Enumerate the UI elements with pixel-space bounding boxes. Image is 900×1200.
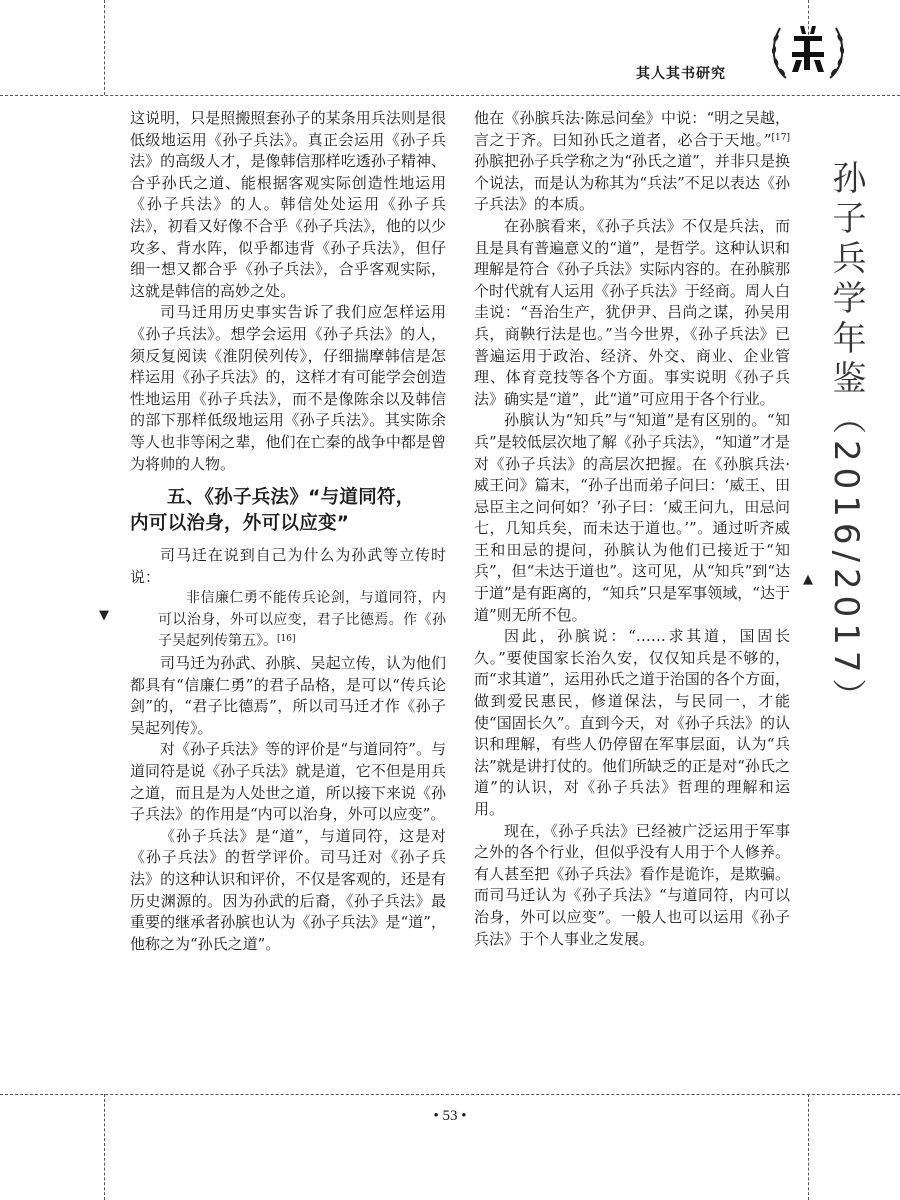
paragraph <box>474 108 790 216</box>
section-heading-line-2: 内可以治身，外可以应变” <box>130 513 350 535</box>
footnote-ref: [16] <box>277 634 296 645</box>
text-column-left <box>130 108 446 955</box>
paragraph: 《孙子兵法》是“道”，与道同符，这是对《孙子兵法》的哲学评价。司马迁对《孙子兵法》的这种认识和评价，不仅是客观的，还是有历史渊源的。因为孙武的后裔，《孙子兵法》最重要的继承者孙膑也认为《孙子兵法》是“道”，他称之为“孙氏之道”。 <box>130 826 446 953</box>
paragraph: 在孙膑看来，《孙子兵法》不仅是兵法，而且是具有普遍意义的“道”，是哲学。这种认识和理解是符合《孙子兵法》实际内容的。在孙膑那个时代就有人运用《孙子兵法》于经商。周人白圭说：“吾治生产，犹伊尹、吕尚之谋，孙吴用兵，商鞅行法是也。”当今世界，《孙子兵法》已普遍运用于政治、经济、外交、商业、企业管理、体育竞技等各个方面。事实说明《孙子兵法》确实是“道”，此“道”可应用于各个行业。 <box>474 216 790 408</box>
yearbook-vertical-title: 孙子兵学年鉴（2016/2017） <box>826 160 866 719</box>
block-quote <box>130 588 446 653</box>
paragraph: 因此，孙膑说：“……求其道，国固长久。”要使国家长治久安，仅仅知兵是不够的，而“求其道”，运用孙氏之道于治国的各个方面，做到爱民惠民，修道保法，与民同一，才能使“国固长久”。直到今天，对《孙子兵法》的认识和理解，有些人仍停留在军事层面，认为“兵法”就是讲打仗的。他们所缺乏的正是对“孙氏之道”的认识，对《孙子兵法》哲理的理解和运用。 <box>474 627 790 818</box>
left-margin-arrow: ▼ <box>99 608 109 623</box>
bottom-dashed-rule <box>0 1094 900 1095</box>
paragraph: 司马迁在说到自己为什么为孙武等立传时说： <box>130 546 446 586</box>
running-header-title: 其人其书研究 <box>636 66 726 82</box>
left-dashed-guide-top <box>104 0 105 95</box>
paragraph: 孙膑认为“知兵”与“知道”是有区别的。“知兵”是较低层次地了解《孙子兵法》，“知道”才是对《孙子兵法》的高层次把握。在《孙膑兵法·威王问》篇末，“孙子出而弟子问曰：‘威王、田忌臣主之问何如？’孙子曰：‘威王问九，田忌问七，几知兵矣，而未达于道也。’”。通过听齐威王和田忌的提问，孙膑认为他们已接近于“知兵”，但“未达于道也”。这可见，从“知兵”到“达于道”是有距离的，“知兵”只是军事领域，“达于道”则无所不包。 <box>474 411 791 624</box>
paragraph: 司马迁为孙武、孙膑、吴起立传，认为他们都具有“信廉仁勇”的君子品格，是可以“传兵论剑”的，“君子比德焉”，所以司马迁才作《孙子吴起列传》。 <box>130 654 446 737</box>
paragraph: 司马迁用历史事实告诉了我们应怎样运用《孙子兵法》。想学会运用《孙子兵法》的人，须反复阅读《淮阴侯列传》，仔细揣摩韩信是怎样运用《孙子兵法》的，这样才有可能学会创造性地运用《孙子兵法》，而不是像陈余以及韩信的部下那样低级地运用《孙子兵法》。其实陈余等人也非等闲之辈，他们在亡秦的战争中都是曾为将帅的人物。 <box>130 303 446 473</box>
page-number: • 53 • <box>433 1108 467 1124</box>
paragraph: 现在，《孙子兵法》已经被广泛运用于军事之外的各个行业，但似乎没有人用于个人修养。有人甚至把《孙子兵法》看作是诡诈，是欺骗。而司马迁认为《孙子兵法》“与道同符，内可以治身，外可以应变”。一般人也可以运用《孙子兵法》于个人事业之发展。 <box>474 821 790 948</box>
section-heading <box>130 485 446 537</box>
top-dashed-rule <box>0 95 900 96</box>
paragraph-part: 他在《孙膑兵法·陈忌问垒》中说：“明之吴越，言之于齐。曰知孙氏之道者，必合于天地。” <box>474 109 790 149</box>
paragraph: 对《孙子兵法》等的评价是“与道同符”。与道同符是说《孙子兵法》就是道，它不但是用兵之道，而且是为人处世之道，所以接下来说《孙子兵法》的作用是“内可以治身，外可以应变”。 <box>130 740 446 824</box>
laurel-emblem-icon <box>766 8 850 88</box>
paragraph: 这说明，只是照搬照套孙子的某条用兵法则是很低级地运用《孙子兵法》。真正会运用《孙子兵法》的高级人才，是像韩信那样吃透孙子精神、合乎孙氏之道、能根据客观实际创造性地运用《孙子兵法》的人。韩信处处运用《孙子兵法》，初看又好像不合乎《孙子兵法》，他的以少攻多、背水阵，似乎都违背《孙子兵法》，但仔细一想又都合乎《孙子兵法》，合乎客观实际，这就是韩信的高妙之处。 <box>130 109 446 300</box>
right-margin-arrow: ▲ <box>803 572 813 587</box>
section-heading-line-1: 五、《孙子兵法》“与道同符， <box>167 487 415 509</box>
footnote-ref: [17] <box>771 132 790 143</box>
paragraph-part: 孙膑把孙子兵学称之为“孙氏之道”，并非只是换个说法，而是认为称其为“兵法”不足以表达《孙子兵法》的本质。 <box>474 152 790 214</box>
quote-text: 非信廉仁勇不能传兵论剑，与道同符，内可以治身，外可以应变，君子比德焉。作《孙子吴起列传第五》。 <box>158 590 446 650</box>
text-column-right <box>474 108 790 950</box>
